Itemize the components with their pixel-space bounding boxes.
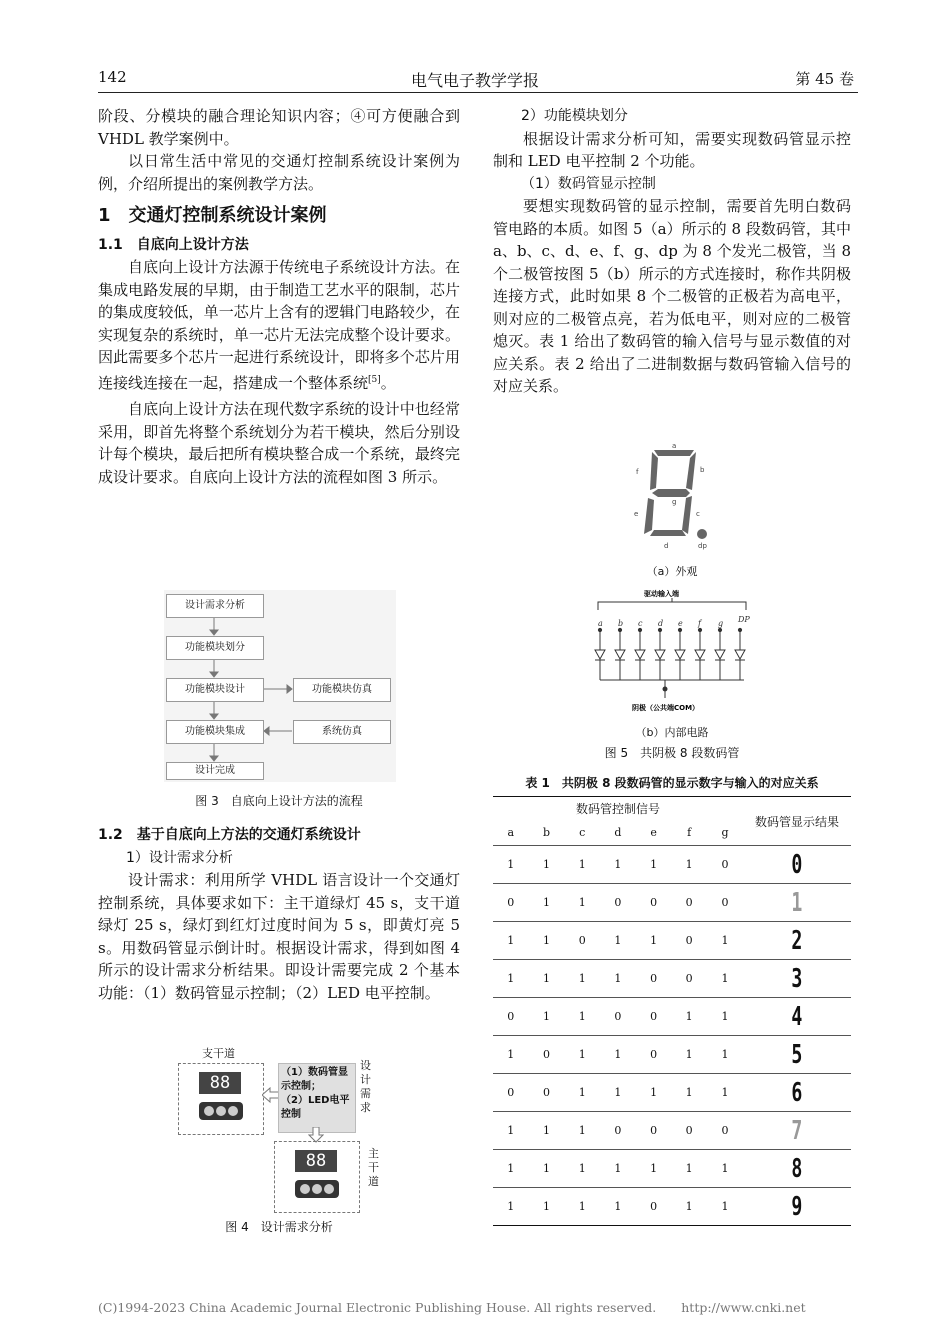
table-cell: 1 bbox=[614, 972, 622, 985]
table-cell: 0 bbox=[614, 1010, 622, 1023]
table-cell: 1 bbox=[614, 1048, 622, 1061]
table-cell: 1 bbox=[542, 1200, 550, 1213]
table-row bbox=[493, 998, 851, 1036]
header-rule bbox=[98, 92, 858, 93]
table-cell: 0 bbox=[614, 1124, 622, 1137]
pin-node bbox=[598, 628, 601, 631]
table-col-header: b bbox=[542, 825, 550, 839]
table-row bbox=[493, 1036, 851, 1074]
table-cell: 1 bbox=[507, 858, 515, 871]
table-row bbox=[493, 884, 851, 922]
table-cell: 1 bbox=[614, 1162, 622, 1175]
diode-icon bbox=[615, 650, 625, 659]
table-cell: 1 bbox=[614, 1200, 622, 1213]
svg-text:b: b bbox=[700, 466, 705, 474]
table-group-header: 数码管控制信号 bbox=[575, 801, 660, 816]
sub-caption: （b）内部电路 bbox=[635, 726, 709, 739]
table-cell: 1 bbox=[685, 858, 693, 871]
display-digit: 0 bbox=[791, 849, 803, 880]
paragraph: 设计需求：利用所学 VHDL 语言设计一个交通灯控制系统，具体要求如下：主干道绿灯 45 s，支干道绿灯 25 s，绿灯到红灯过度时间为 5 s，即黄灯亮 5 s。用数码管显示倒计时。根据设计需求，得到如图 4 所示的设计需求分析结果。即设计需要完成 2 个基本功能：（1）数码管显示控制；（2）LED 电平控制。 bbox=[98, 871, 460, 1002]
pin-node bbox=[618, 628, 621, 631]
table-row bbox=[493, 960, 851, 998]
pin-label: f bbox=[698, 619, 701, 628]
table-cell: 1 bbox=[542, 858, 550, 871]
table-cell: 1 bbox=[721, 934, 729, 947]
display-digit: 6 bbox=[791, 1077, 803, 1108]
table-cell: 0 bbox=[721, 858, 729, 871]
sub-caption: （a）外观 bbox=[646, 565, 698, 578]
table-row bbox=[493, 846, 851, 884]
table-cell: 1 bbox=[542, 972, 550, 985]
svg-text:f: f bbox=[636, 468, 639, 476]
table-result-header: 数码管显示结果 bbox=[754, 814, 839, 829]
table-cell: 1 bbox=[507, 972, 515, 985]
sub-heading: 2）功能模块划分 bbox=[521, 108, 628, 124]
figure-4 bbox=[178, 1045, 418, 1215]
side-label: 设计需求 bbox=[360, 1059, 371, 1114]
table-cell: 0 bbox=[685, 896, 693, 909]
table-cell: 1 bbox=[685, 1086, 693, 1099]
table-col-header: a bbox=[507, 825, 515, 839]
table-cell: 1 bbox=[650, 1162, 658, 1175]
table-cell: 1 bbox=[507, 1200, 515, 1213]
display-digit: 5 bbox=[791, 1039, 803, 1070]
citation: [5] bbox=[368, 374, 381, 385]
table-cell: 1 bbox=[578, 1162, 586, 1175]
svg-text:g: g bbox=[672, 498, 677, 506]
diode-icon bbox=[735, 650, 745, 659]
pin-node bbox=[738, 628, 741, 631]
table-cell: 1 bbox=[614, 934, 622, 947]
flow-box: 功能模块设计 bbox=[166, 678, 264, 702]
table-cell: 1 bbox=[650, 1086, 658, 1099]
branch-display bbox=[178, 1063, 264, 1135]
svg-text:dp: dp bbox=[698, 542, 707, 550]
traffic-light-icon bbox=[199, 1102, 243, 1120]
pin-node bbox=[718, 628, 721, 631]
table-cell: 0 bbox=[507, 896, 515, 909]
pin-node bbox=[638, 628, 641, 631]
table-row bbox=[493, 1188, 851, 1226]
table-cell: 1 bbox=[721, 1200, 729, 1213]
pin-label: b bbox=[618, 619, 624, 628]
table-row bbox=[493, 1150, 851, 1188]
table-cell: 1 bbox=[650, 934, 658, 947]
sub-heading: 1）设计需求分析 bbox=[126, 849, 233, 866]
table-col-header: f bbox=[687, 825, 692, 839]
table-cell: 0 bbox=[507, 1086, 515, 1099]
table-cell: 1 bbox=[578, 1010, 586, 1023]
table-cell: 1 bbox=[650, 858, 658, 871]
table-cell: 0 bbox=[578, 934, 586, 947]
table-cell: 1 bbox=[578, 1086, 586, 1099]
paragraph: 阶段、分模块的融合理论知识内容；④可方便融合到 VHDL 教学案例中。 bbox=[98, 107, 460, 148]
requirements-box: （1）数码管显示控制； （2）LED电平控制 bbox=[278, 1063, 356, 1133]
flow-box: 设计需求分析 bbox=[166, 594, 264, 618]
paragraph: 要想实现数码管的显示控制，需要首先明白数码管电路的本质。如图 5（a）所示的 8 段数码管，其中 a、b、c、d、e、f、g、dp 为 8 个发光二极管，当 8 个二极管按图 5（b）所示的方式连接时，称作共阴极连接方式，此时如果 8 个二极管的正极若为高电平，则对应的二极管点亮，若为低电平，则对应的二极管熄灭。表 1 给出了数码管的输入信号与显示数值的对应关系。表 2 给出了二进制数据与数码管输入信号的对应关系。 bbox=[493, 197, 851, 395]
svg-text:驱动输入端: 驱动输入端 bbox=[644, 590, 679, 598]
paragraph: 根据设计需求分析可知，需要实现数码管显示控制和 LED 电平控制 2 个功能。 bbox=[493, 129, 851, 170]
table-cell: 1 bbox=[578, 858, 586, 871]
svg-text:阴极（公共端COM）: 阴极（公共端COM） bbox=[632, 704, 700, 712]
pin-node bbox=[678, 628, 681, 631]
digit-display: 88 bbox=[199, 1072, 241, 1094]
pin-label: a bbox=[598, 619, 603, 628]
table-title: 表 1 共阴极 8 段数码管的显示数字与输入的对应关系 bbox=[525, 776, 819, 790]
table-col-header: e bbox=[650, 825, 657, 839]
table-cell: 1 bbox=[721, 1086, 729, 1099]
table-cell: 0 bbox=[542, 1086, 550, 1099]
page-number: 142 bbox=[98, 68, 127, 86]
copyright-footer: (C)1994-2023 China Academic Journal Electronic Publishing House. All rights reserved. http://www.cnki.net bbox=[98, 1300, 806, 1315]
pin-label: d bbox=[658, 619, 664, 628]
table-cell: 1 bbox=[721, 1048, 729, 1061]
table-cell: 1 bbox=[685, 1010, 693, 1023]
main-label: 主干道 bbox=[368, 1147, 379, 1188]
table-cell: 1 bbox=[542, 1124, 550, 1137]
table-cell: 0 bbox=[650, 1124, 658, 1137]
table-cell: 1 bbox=[578, 896, 586, 909]
table-cell: 0 bbox=[507, 1010, 515, 1023]
pin-node bbox=[698, 628, 701, 631]
seven-segment-icon bbox=[624, 444, 724, 550]
subsection-heading: 1.2 基于自底向上方法的交通灯系统设计 bbox=[98, 827, 361, 843]
svg-text:e: e bbox=[634, 510, 639, 518]
diode-icon bbox=[715, 650, 725, 659]
main-display bbox=[274, 1141, 360, 1213]
flow-box: 功能模块划分 bbox=[166, 636, 264, 660]
table-cell: 1 bbox=[578, 972, 586, 985]
table-cell: 0 bbox=[685, 1124, 693, 1137]
paragraph: 自底向上设计方法源于传统电子系统设计方法。在集成电路发展的早期，由于制造工艺水平的限制，芯片的集成度较低，单一芯片上含有的逻辑门电路较少，在实现复杂的系统时，单一芯片无法完成整个设计要求。因此需要多个芯片一起进行系统设计，即将多个芯片用连接线连接在一起，搭建成一个整体系统[5]。 bbox=[98, 258, 460, 392]
diode-icon bbox=[635, 650, 645, 659]
table-cell: 1 bbox=[578, 1124, 586, 1137]
paragraph: 自底向上设计方法在现代数字系统的设计中也经常采用，即首先将整个系统划分为若干模块，然后分别设计每个模块，最后把所有模块整合成一个系统，最终完成设计要求。自底向上设计方法的流程如图 3 所示。 bbox=[98, 400, 460, 486]
svg-text:a: a bbox=[672, 444, 677, 450]
table-row bbox=[493, 1112, 851, 1150]
table-cell: 0 bbox=[685, 934, 693, 947]
flow-box: 设计完成 bbox=[166, 762, 264, 780]
table-col-header: d bbox=[614, 825, 622, 839]
display-digit: 3 bbox=[791, 963, 803, 994]
internal-circuit bbox=[592, 586, 752, 716]
left-column bbox=[98, 105, 460, 488]
table-cell: 0 bbox=[650, 1048, 658, 1061]
left-column-2 bbox=[98, 824, 460, 1004]
table-cell: 1 bbox=[542, 1010, 550, 1023]
diode-icon bbox=[695, 650, 705, 659]
journal-title: 电气电子教学学报 bbox=[410, 71, 539, 90]
table-cell: 0 bbox=[721, 1124, 729, 1137]
display-digit: 7 bbox=[791, 1115, 803, 1146]
table-col-header: g bbox=[721, 825, 729, 839]
table-cell: 0 bbox=[542, 1048, 550, 1061]
table-cell: 1 bbox=[578, 1048, 586, 1061]
svg-text:d: d bbox=[664, 542, 669, 550]
table-cell: 1 bbox=[507, 1124, 515, 1137]
pin-label: e bbox=[678, 619, 683, 628]
diode-icon bbox=[675, 650, 685, 659]
pin-label: g bbox=[718, 619, 724, 628]
paragraph: 以日常生活中常见的交通灯控制系统设计案例为例，介绍所提出的案例教学方法。 bbox=[98, 152, 460, 193]
table-cell: 1 bbox=[721, 972, 729, 985]
svg-text:c: c bbox=[696, 510, 700, 518]
table-col-header: c bbox=[579, 825, 586, 839]
flow-box: 系统仿真 bbox=[293, 720, 391, 744]
pin-label: DP bbox=[738, 615, 750, 624]
table-cell: 1 bbox=[507, 1048, 515, 1061]
sub-heading: （1）数码管显示控制 bbox=[521, 175, 656, 192]
right-column bbox=[493, 105, 851, 398]
table-1 bbox=[493, 796, 851, 1226]
figure-caption: 图 5 共阴极 8 段数码管 bbox=[604, 746, 740, 760]
table-cell: 1 bbox=[542, 934, 550, 947]
table-cell: 1 bbox=[578, 1200, 586, 1213]
table-row bbox=[493, 922, 851, 960]
volume: 第 45 卷 bbox=[795, 70, 854, 88]
display-digit: 4 bbox=[791, 1001, 803, 1032]
table-cell: 1 bbox=[721, 1010, 729, 1023]
table-cell: 1 bbox=[542, 896, 550, 909]
table-row bbox=[493, 1074, 851, 1112]
branch-label: 支干道 bbox=[202, 1047, 235, 1060]
display-digit: 1 bbox=[791, 887, 803, 918]
table-cell: 0 bbox=[721, 896, 729, 909]
table-cell: 1 bbox=[614, 858, 622, 871]
diode-icon bbox=[655, 650, 665, 659]
subsection-heading: 1.1 自底向上设计方法 bbox=[98, 236, 249, 253]
table-cell: 1 bbox=[685, 1162, 693, 1175]
pin-label: c bbox=[638, 619, 643, 628]
table-cell: 1 bbox=[721, 1162, 729, 1175]
figure-3 bbox=[164, 590, 396, 782]
traffic-light-icon bbox=[295, 1180, 339, 1198]
display-digit: 2 bbox=[791, 925, 803, 956]
diode-icon bbox=[595, 650, 605, 659]
pin-node bbox=[658, 628, 661, 631]
table-cell: 0 bbox=[650, 1200, 658, 1213]
table-cell: 1 bbox=[542, 1162, 550, 1175]
figure-caption: 图 4 设计需求分析 bbox=[225, 1220, 333, 1234]
table-cell: 1 bbox=[685, 1048, 693, 1061]
table-cell: 1 bbox=[507, 934, 515, 947]
section-heading: 1 交通灯控制系统设计案例 bbox=[98, 205, 327, 226]
flow-box: 功能模块仿真 bbox=[293, 678, 391, 702]
table-cell: 1 bbox=[614, 1086, 622, 1099]
figure-caption: 图 3 自底向上设计方法的流程 bbox=[195, 794, 363, 808]
display-digit: 8 bbox=[791, 1153, 803, 1184]
table-cell: 0 bbox=[650, 1010, 658, 1023]
table-cell: 0 bbox=[614, 896, 622, 909]
table-cell: 0 bbox=[650, 896, 658, 909]
flow-box: 功能模块集成 bbox=[166, 720, 264, 744]
digit-display: 88 bbox=[295, 1150, 337, 1172]
table-cell: 1 bbox=[507, 1162, 515, 1175]
table-cell: 0 bbox=[650, 972, 658, 985]
table-cell: 1 bbox=[685, 1200, 693, 1213]
table-cell: 0 bbox=[685, 972, 693, 985]
display-digit: 9 bbox=[791, 1191, 803, 1222]
